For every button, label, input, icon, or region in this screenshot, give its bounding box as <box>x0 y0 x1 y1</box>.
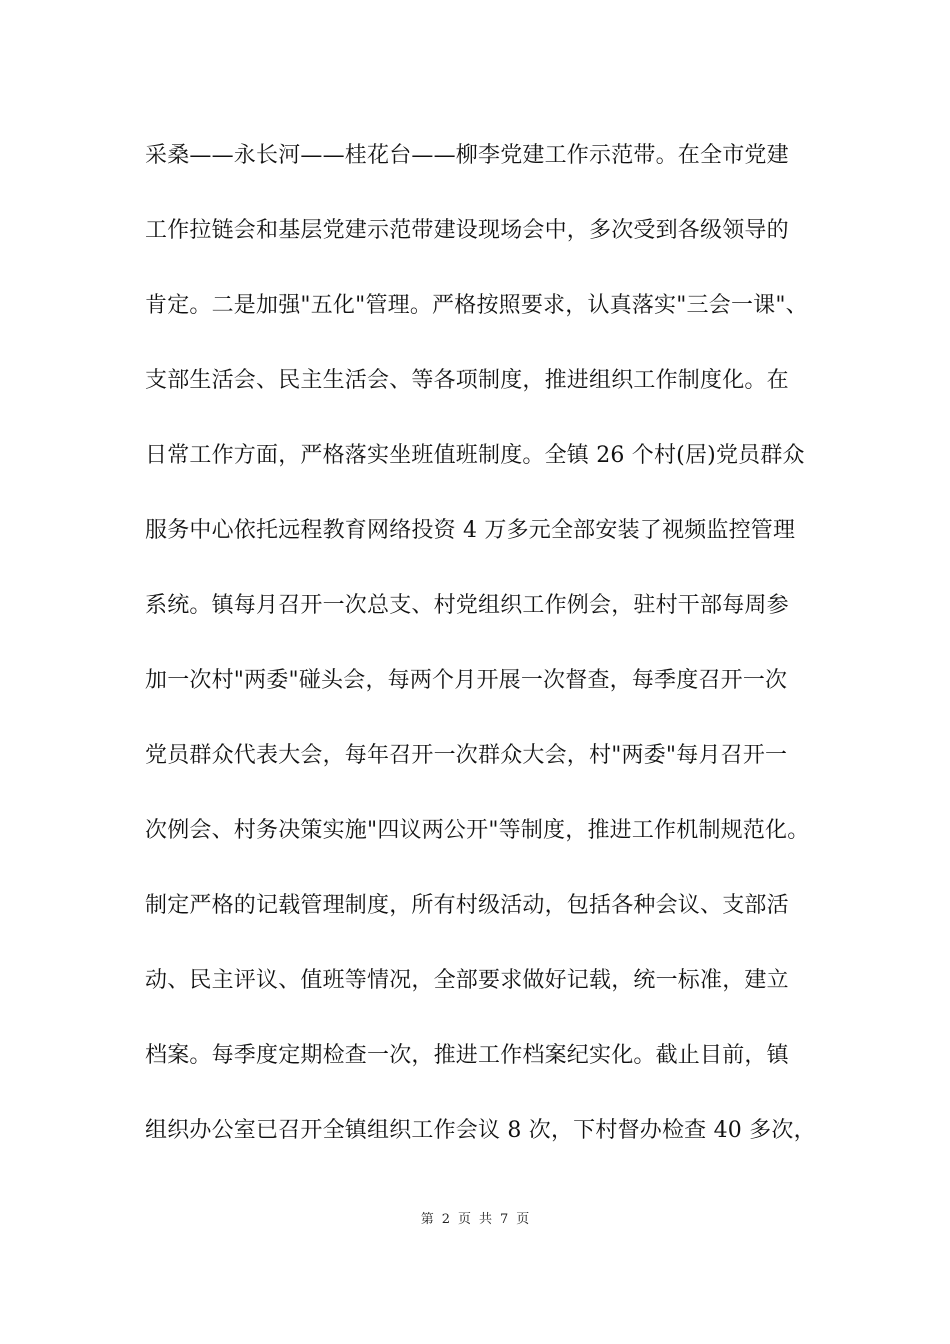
body-text <box>145 136 825 1186</box>
text-line: 采桑——永长河——桂花台——柳李党建工作示范带。在全市党建 <box>145 143 789 168</box>
text-line: 组织办公室已召开全镇组织工作会议 8 次，下村督办检查 40 多次， <box>145 1118 816 1143</box>
text-line: 日常工作方面，严格落实坐班值班制度。全镇 26 个村(居)党员群众 <box>145 443 805 468</box>
footer-label-di: 第 <box>420 1212 434 1227</box>
current-page-number: 2 <box>441 1212 450 1227</box>
text-line: 党员群众代表大会，每年召开一次群众大会，村"两委"每月召开一 <box>145 743 788 768</box>
total-pages-number: 7 <box>500 1212 509 1227</box>
footer-label-ye2: 页 <box>516 1212 530 1227</box>
text-line: 档案。每季度定期检查一次，推进工作档案纪实化。截止目前，镇 <box>145 1043 789 1068</box>
page-footer <box>0 1208 950 1227</box>
text-line: 加一次村"两委"碰头会，每两个月开展一次督查，每季度召开一次 <box>145 668 788 693</box>
text-line: 系统。镇每月召开一次总支、村党组织工作例会，驻村干部每周参 <box>145 593 789 618</box>
text-line: 肯定。二是加强"五化"管理。严格按照要求，认真落实"三会一课"、 <box>145 293 808 318</box>
footer-label-gong: 共 <box>479 1212 493 1227</box>
text-line: 动、民主评议、值班等情况，全部要求做好记载，统一标准，建立 <box>145 968 789 993</box>
footer-label-ye: 页 <box>457 1212 471 1227</box>
text-line: 次例会、村务决策实施"四议两公开"等制度，推进工作机制规范化。 <box>145 818 810 843</box>
text-line: 工作拉链会和基层党建示范带建设现场会中，多次受到各级领导的 <box>145 218 789 243</box>
text-line: 支部生活会、民主生活会、等各项制度，推进组织工作制度化。在 <box>145 368 789 393</box>
text-line: 制定严格的记载管理制度，所有村级活动，包括各种会议、支部活 <box>145 893 789 918</box>
text-line: 服务中心依托远程教育网络投资 4 万多元全部安装了视频监控管理 <box>145 518 796 543</box>
